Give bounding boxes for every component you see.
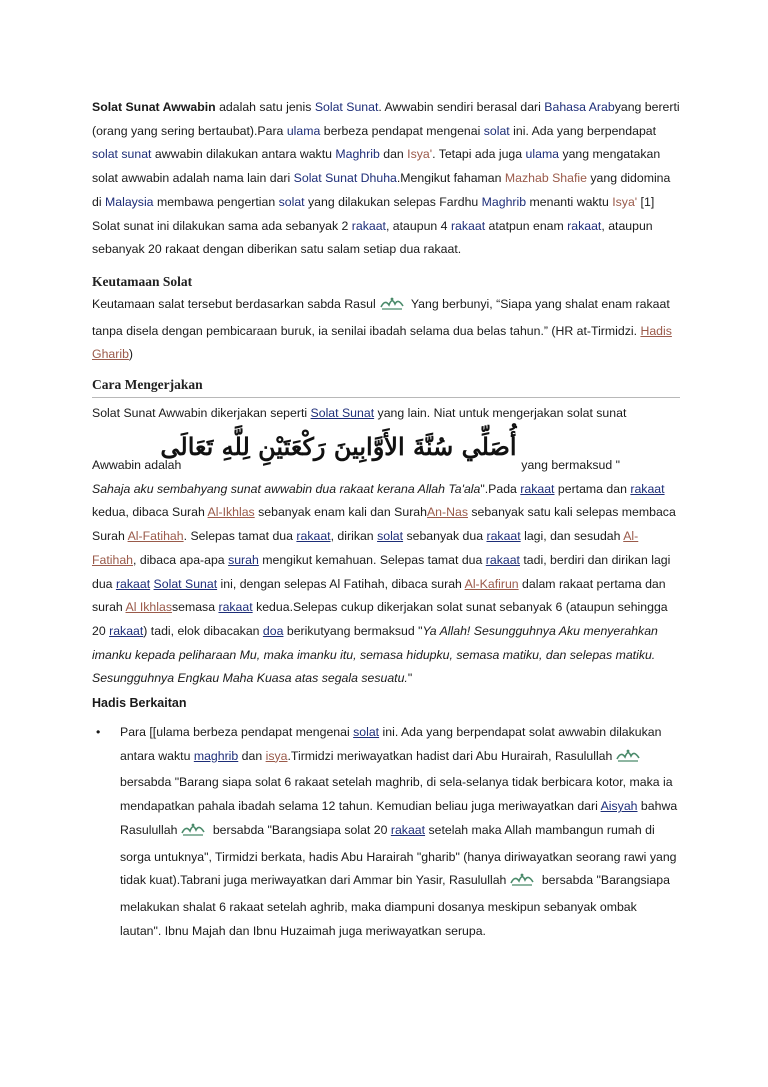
link-aisyah[interactable]: Aisyah [600, 799, 638, 814]
text: [1] Solat sunat ini dilakukan sama ada sebanyak 2 [92, 194, 655, 233]
text: dalam rakaat pertama dan surah [92, 576, 666, 615]
bold-term: Solat Sunat Awwabin [92, 100, 216, 114]
link-doa[interactable]: doa [262, 623, 284, 638]
niat-arabic-text: أُصَلِّي سُنَّةَ الأَوَّابِينَ رَكْعَتَيْنِ لِلَّهِ تَعَالَى [160, 431, 517, 461]
niat-meaning: Sahaja aku sembahyang sunat awwabin dua rakaat kerana Allah Ta'ala [92, 481, 481, 496]
text: yang didomina di [92, 171, 671, 209]
list-item [96, 721, 680, 943]
text: Keutamaan salat tersebut berdasarkan sabda Rasul [92, 296, 376, 311]
text: yang bermaksud " [521, 458, 620, 473]
text: yang dilakukan selepas Fardhu [304, 194, 482, 209]
text: mengikut kemahuan. Selepas tamat dua [258, 552, 486, 567]
niat-row [92, 430, 680, 478]
text: .Mengikut fahaman [396, 171, 505, 186]
document-page [92, 96, 680, 943]
link-ulama[interactable]: ulama [525, 147, 560, 162]
link-isya[interactable]: Isya' [612, 194, 638, 209]
link-rakaat[interactable]: rakaat [567, 218, 602, 233]
text: menanti waktu [526, 194, 613, 209]
text: ini, dengan selepas Al Fatihah, dibaca surah [217, 576, 465, 591]
section-heading-hadis: Hadis Berkaitan [92, 696, 187, 711]
link-rakaat[interactable]: rakaat [109, 623, 144, 638]
link-rakaat[interactable]: rakaat [390, 822, 426, 837]
text: " [407, 671, 413, 686]
text: yang bererti (orang yang sering bertaubat).Para [92, 100, 680, 138]
text: tadi, berdiri dan dirikan lagi dua [92, 552, 671, 591]
link-maghrib[interactable]: Maghrib [481, 194, 527, 209]
text: Yang berbunyi, “Siapa yang shalat enam rakaat tanpa disela dengan pembicaraan buruk, ia senilai ibadah selama dua belas tahun.” (HR at-Tirmidzi. [92, 296, 670, 338]
intro-paragraph [92, 96, 680, 262]
text: ) [128, 347, 134, 362]
link-an-nas[interactable]: An-Nas [426, 505, 468, 520]
text: Awwabin adalah [92, 458, 182, 473]
link-bahasa-arab[interactable]: Bahasa Arab [544, 100, 615, 114]
text: yang lain. Niat untuk mengerjakan solat sunat [374, 406, 627, 421]
text: berbeza pendapat mengenai [320, 123, 484, 138]
doa-meaning: Ya Allah! Sesungguhnya Aku menyerahkan imanku kepada peliharaan Mu, maka imanku itu, semasa hidupku, semasa matiku, dan selepas matiku. Sesungguhnya Engkau Maha Kuasa atas segala sesuatu. [92, 623, 658, 686]
link-solat-sunat[interactable]: Solat Sunat [153, 576, 218, 591]
text: adalah satu jenis [215, 100, 315, 114]
text: , ataupun sebanyak 20 rakaat dengan diberikan satu salam setiap dua rakaat. [92, 218, 653, 257]
text: , dibaca apa-apa [133, 552, 229, 567]
keutamaan-paragraph [92, 293, 680, 367]
text: bersabda "Barangsiapa melakukan shalat 6 rakaat setelah aghrib, maka diampuni dosanya meskipun sebanyak ombak lautan". Ibnu Majah dan Ibnu Huzaimah juga meriwayatkan serupa. [120, 873, 670, 938]
bullet-icon: • [96, 725, 101, 740]
text: yang mengatakan solat awwabin adalah nama lain dari [92, 147, 661, 186]
link-maghrib[interactable]: Maghrib [335, 147, 380, 162]
link-solat-sunat[interactable]: Solat Sunat [310, 406, 375, 421]
text: setelah maka Allah mambangun rumah di sorga untuknya", Tirmidzi berkata, hadis Abu Harairah "gharib" (hanya diriwayatkan seorang rawi yang tidak kuat).Tabrani juga meriwayatkan dari Ammar bin Yasir, Rasulullah [120, 822, 677, 888]
text: . Tetapi ada juga [432, 147, 526, 162]
link-rakaat[interactable]: rakaat [485, 552, 520, 567]
text: awwabin dilakukan antara waktu [151, 147, 336, 162]
text: ini. Ada yang berpendapat solat awwabin dilakukan antara waktu [120, 725, 662, 763]
link-solat-sunat[interactable]: Solat Sunat [314, 100, 379, 114]
saw-calligraphy-icon [180, 821, 206, 846]
text: pertama dan [554, 481, 631, 496]
link-al-ikhlas[interactable]: Al Ikhlas [125, 600, 172, 615]
link-surah[interactable]: surah [228, 552, 259, 567]
text: ini. Ada yang berpendapat [509, 123, 657, 138]
text: sebanyak satu kali selepas membaca Surah [92, 505, 676, 544]
section-heading-cara: Cara Mengerjakan [92, 373, 680, 398]
text: kedua.Selepas cukup dikerjakan solat sunat sebanyak 6 (ataupun sehingga 20 [92, 600, 668, 638]
link-ulama[interactable]: ulama [286, 123, 321, 138]
text: . Awwabin sendiri berasal dari [378, 100, 545, 114]
link-rakaat[interactable]: rakaat [630, 481, 665, 496]
link-maghrib[interactable]: maghrib [193, 748, 239, 763]
text: , dirikan [330, 529, 378, 544]
link-rakaat[interactable]: rakaat [296, 529, 331, 544]
text: membawa pengertian [153, 194, 279, 209]
text: , ataupun 4 [385, 218, 451, 233]
text: ".Pada [480, 481, 521, 496]
text: bahwa Rasulullah [120, 799, 678, 837]
text: dan [379, 147, 408, 162]
text: sebanyak enam kali dan Surah [254, 505, 427, 520]
link-al-fatihah[interactable]: Al-Fatihah [92, 529, 639, 567]
text: lagi, dan sesudah [520, 529, 624, 544]
link-hadis-gharib[interactable]: Hadis Gharib [92, 323, 672, 362]
hadis-list [92, 721, 680, 943]
text: .Tirmidzi meriwayatkan hadist dari Abu Hurairah, Rasulullah [287, 748, 613, 763]
link-isya[interactable]: isya [265, 748, 288, 763]
text: ) tadi, elok dibacakan [143, 623, 263, 638]
text: dan [238, 748, 266, 763]
text: semasa [171, 600, 219, 615]
text: bersabda "Barang siapa solat 6 rakaat setelah maghrib, di sela-selanya tidak berbicara kotor, maka ia mendapatkan pahala ibadah selama 12 tahun. Kemudian beliau juga meriwayatkan dari [120, 775, 673, 814]
link-solat[interactable]: solat [377, 529, 404, 544]
text: sebanyak dua [403, 529, 487, 544]
link-malaysia[interactable]: Malaysia [105, 194, 154, 209]
text: Solat Sunat Awwabin dikerjakan seperti [92, 406, 311, 421]
link-al-fatihah[interactable]: Al-Fatihah [127, 529, 184, 544]
section-heading-keutamaan: Keutamaan Solat [92, 273, 193, 289]
saw-calligraphy-icon [509, 871, 535, 896]
link-solat-sunat-dhuha[interactable]: Solat Sunat Dhuha [293, 171, 397, 186]
text: kedua, dibaca Surah [92, 505, 208, 520]
link-rakaat[interactable]: rakaat [486, 529, 521, 544]
link-rakaat[interactable]: rakaat [218, 600, 253, 615]
cara-intro-line [92, 402, 680, 426]
link-solat[interactable]: solat [353, 725, 380, 740]
text: berikutyang bermaksud " [283, 623, 423, 638]
text: bersabda "Barangsiapa solat 20 [209, 822, 391, 837]
link-al-ikhlas[interactable]: Al-Ikhlas [207, 505, 255, 520]
saw-calligraphy-icon [379, 295, 405, 320]
link-rakaat[interactable]: rakaat [520, 481, 555, 496]
text: atatpun enam [485, 218, 568, 233]
link-solat[interactable]: solat [278, 194, 305, 209]
link-rakaat[interactable]: rakaat [351, 218, 386, 233]
text: . Selepas tamat dua [183, 529, 297, 544]
link-mazhab-shafie[interactable]: Mazhab Shafie [504, 171, 587, 186]
saw-calligraphy-icon [615, 747, 641, 772]
link-rakaat[interactable]: rakaat [115, 576, 151, 591]
link-solat-sunat[interactable]: solat sunat [92, 147, 152, 162]
link-solat[interactable]: solat [483, 123, 510, 138]
link-rakaat[interactable]: rakaat [450, 218, 486, 233]
link-al-kafirun[interactable]: Al-Kafirun [464, 576, 519, 591]
cara-paragraph [92, 478, 680, 691]
text: Para [[ulama berbeza pendapat mengenai [120, 725, 354, 740]
link-isya[interactable]: Isya' [407, 147, 433, 162]
